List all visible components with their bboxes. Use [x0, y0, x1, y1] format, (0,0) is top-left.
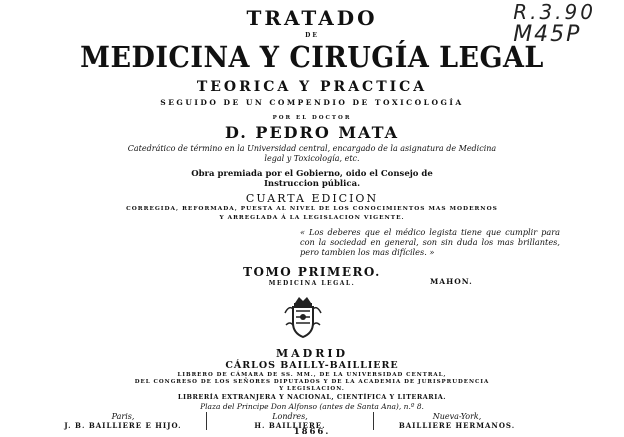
imprint-line-1: LIBRERO DE CÁMARA DE SS. MM., DE LA UNIVERSIDAD CENTRAL,: [177, 372, 447, 378]
volume-subtitle: MEDICINA LEGAL.: [268, 280, 356, 287]
por-el-doctor: POR EL DOCTOR: [272, 115, 352, 121]
author-description-1: Catedrático de término en la Universidad central, encargado de la asignatura de Medicina: [127, 144, 497, 153]
branch-city: Nueva-York,: [432, 412, 482, 421]
branch-name: H. BAILLIERE.: [254, 421, 326, 430]
shelfmark-line-1: R.3.90: [513, 0, 596, 24]
de-connector: DE: [305, 32, 319, 39]
imprint-city: MADRID: [275, 347, 349, 360]
edition-line-1: CORREGIDA, REFORMADA, PUESTA AL NIVEL DE LOS CONOCIMIENTOS MAS MODERNOS: [126, 206, 498, 212]
author-description-2: legal y Toxicología, etc.: [264, 154, 360, 163]
shelfmark-line-2: M45P: [513, 22, 582, 47]
publisher-name: CÁRLOS BAILLY-BAILLIERE: [225, 360, 399, 371]
subtitle: TEORICA Y PRACTICA: [196, 79, 428, 95]
branch-name: J. B. BAILLIERE E HIJO.: [64, 421, 182, 430]
edition-label: CUARTA EDICION: [245, 192, 379, 205]
volume-label: TOMO PRIMERO.: [243, 265, 381, 279]
author-name: D. PEDRO MATA: [224, 123, 400, 142]
imprint-line-3: Y LEGISLACION.: [279, 386, 345, 392]
branch-city: Londres,: [272, 412, 308, 421]
award-line-2: Instruccion pública.: [263, 179, 361, 189]
edition-line-2: Y ARREGLADA Á LA LEGISLACION VIGENTE.: [219, 215, 405, 221]
imprint-year: 1866.: [293, 427, 331, 437]
imprint-line-2: DEL CONGRESO DE LOS SEÑORES DIPUTADOS Y DE LA ACADEMIA DE JURISPRUDENCIA: [134, 379, 490, 385]
epigraph-author: MAHON.: [430, 277, 473, 286]
branch-name: BAILLIERE HERMANOS.: [398, 421, 516, 430]
publisher-emblem-icon: [281, 295, 325, 341]
imprint-line-4: LIBRERÍA EXTRANJERA Y NACIONAL, CIENTÍFICA Y LITERARIA.: [177, 393, 447, 401]
compendio-line: SEGUIDO DE UN COMPENDIO DE TOXICOLOGÍA: [160, 98, 464, 107]
imprint-address: Plaza del Principe Don Alfonso (antes de Santa Ana), n.º 8.: [200, 402, 424, 411]
main-title: MEDICINA Y CIRUGÍA LEGAL: [80, 40, 544, 74]
branch-city: Paris,: [111, 412, 135, 421]
tratado-heading: TRATADO: [246, 6, 378, 30]
epigraph-quote: « Los deberes que el médico legista tiene que cumplir para con la sociedad en general, son sin duda los mas brillantes, pero tambien los mas difíciles. »: [300, 227, 560, 257]
award-line-1: Obra premiada por el Gobierno, oido el Consejo de: [191, 169, 433, 179]
